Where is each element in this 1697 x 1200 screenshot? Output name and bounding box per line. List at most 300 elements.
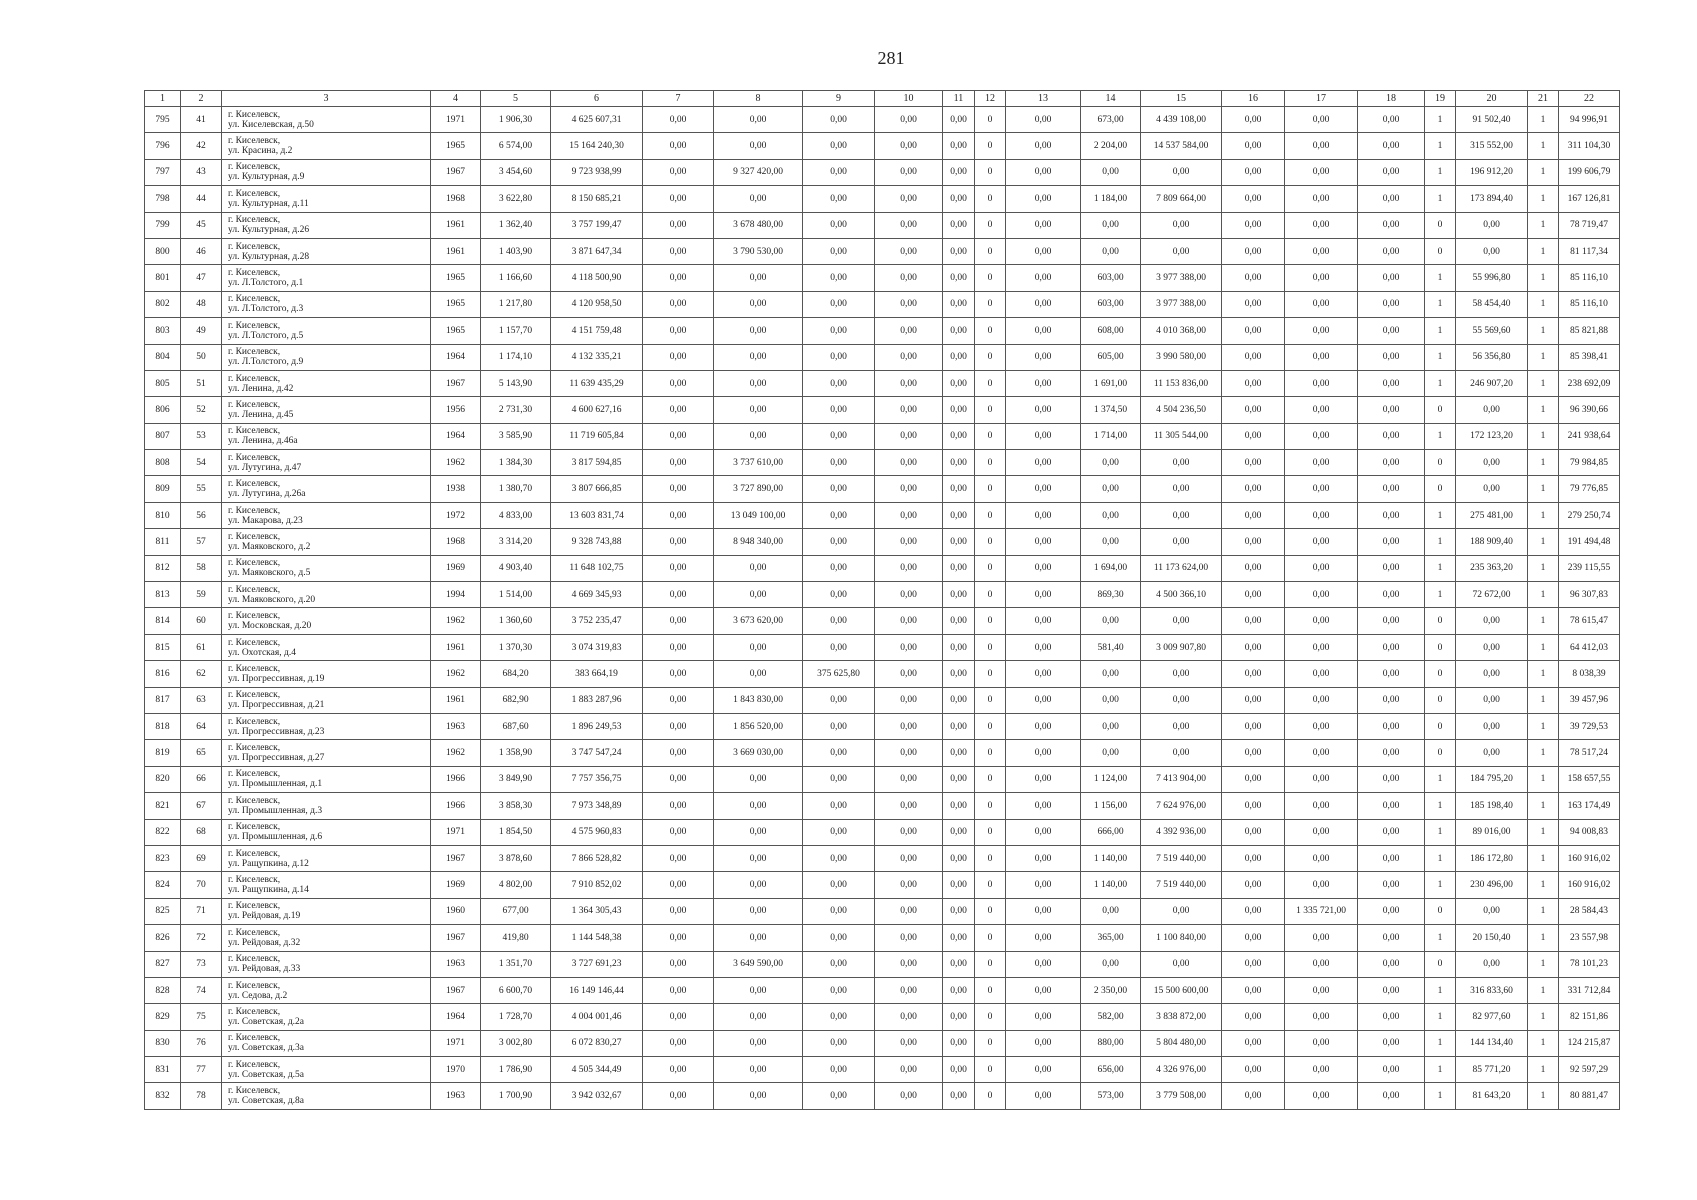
cell-col-22: 238 692,09 (1559, 370, 1620, 396)
address-cell (222, 898, 431, 924)
cell-col-18: 0,00 (1358, 845, 1425, 871)
cell-col-22: 239 115,55 (1559, 555, 1620, 581)
row-number: 798 (145, 186, 181, 212)
cell-col-4: 1968 (431, 529, 481, 555)
cell-col-5: 1 370,30 (481, 634, 551, 660)
cell-col-19: 1 (1425, 502, 1456, 528)
cell-col-8: 0,00 (714, 819, 803, 845)
cell-col-18: 0,00 (1358, 1030, 1425, 1056)
cell-col-6: 3 807 666,85 (551, 476, 643, 502)
cell-col-11: 0,00 (943, 529, 975, 555)
cell-col-5: 684,20 (481, 661, 551, 687)
table-row (145, 872, 1620, 898)
row-subnumber: 76 (181, 1030, 222, 1056)
cell-col-5: 3 622,80 (481, 186, 551, 212)
cell-col-6: 15 164 240,30 (551, 133, 643, 159)
cell-col-11: 0,00 (943, 450, 975, 476)
cell-col-7: 0,00 (643, 793, 714, 819)
cell-col-16: 0,00 (1222, 370, 1285, 396)
cell-col-22: 82 151,86 (1559, 1004, 1620, 1030)
cell-col-15: 11 305 544,00 (1141, 423, 1222, 449)
cell-col-18: 0,00 (1358, 502, 1425, 528)
address-street: ул. Советская, д.2а (228, 1016, 305, 1027)
cell-col-19: 0 (1425, 397, 1456, 423)
cell-col-12: 0 (975, 582, 1006, 608)
row-subnumber: 52 (181, 397, 222, 423)
cell-col-13: 0,00 (1006, 318, 1081, 344)
cell-col-16: 0,00 (1222, 977, 1285, 1003)
address-city: г. Киселевск, (228, 1086, 281, 1097)
cell-col-13: 0,00 (1006, 502, 1081, 528)
table-row (145, 450, 1620, 476)
cell-col-10: 0,00 (875, 423, 943, 449)
cell-col-13: 0,00 (1006, 1083, 1081, 1109)
address-city: г. Киселевск, (228, 479, 281, 490)
cell-col-18: 0,00 (1358, 766, 1425, 792)
cell-col-15: 15 500 600,00 (1141, 977, 1222, 1003)
column-header-10: 10 (875, 91, 943, 107)
cell-col-4: 1960 (431, 898, 481, 924)
cell-col-5: 3 858,30 (481, 793, 551, 819)
cell-col-22: 160 916,02 (1559, 845, 1620, 871)
row-subnumber: 42 (181, 133, 222, 159)
row-number: 819 (145, 740, 181, 766)
cell-col-17: 0,00 (1285, 159, 1358, 185)
cell-col-10: 0,00 (875, 555, 943, 581)
cell-col-11: 0,00 (943, 740, 975, 766)
cell-col-9: 0,00 (803, 318, 875, 344)
cell-col-16: 0,00 (1222, 265, 1285, 291)
cell-col-10: 0,00 (875, 793, 943, 819)
cell-col-18: 0,00 (1358, 423, 1425, 449)
cell-col-6: 3 871 647,34 (551, 238, 643, 264)
cell-col-18: 0,00 (1358, 397, 1425, 423)
housing-register-table (144, 90, 1620, 1110)
cell-col-14: 0,00 (1081, 687, 1141, 713)
cell-col-7: 0,00 (643, 977, 714, 1003)
cell-col-21: 1 (1528, 872, 1559, 898)
row-number: 812 (145, 555, 181, 581)
address-city: г. Киселевск, (228, 1033, 281, 1044)
cell-col-16: 0,00 (1222, 740, 1285, 766)
address-city: г. Киселевск, (228, 927, 281, 938)
cell-col-7: 0,00 (643, 1004, 714, 1030)
cell-col-10: 0,00 (875, 529, 943, 555)
cell-col-17: 0,00 (1285, 1083, 1358, 1109)
cell-col-14: 0,00 (1081, 898, 1141, 924)
cell-col-16: 0,00 (1222, 661, 1285, 687)
address-city: г. Киселевск, (228, 611, 281, 622)
cell-col-22: 80 881,47 (1559, 1083, 1620, 1109)
cell-col-14: 582,00 (1081, 1004, 1141, 1030)
cell-col-18: 0,00 (1358, 318, 1425, 344)
cell-col-16: 0,00 (1222, 1057, 1285, 1083)
cell-col-5: 1 514,00 (481, 582, 551, 608)
cell-col-13: 0,00 (1006, 450, 1081, 476)
cell-col-12: 0 (975, 370, 1006, 396)
row-number: 831 (145, 1057, 181, 1083)
address-street: ул. Ращупкина, д.14 (228, 885, 309, 896)
cell-col-16: 0,00 (1222, 687, 1285, 713)
row-number: 805 (145, 370, 181, 396)
table-row (145, 1057, 1620, 1083)
cell-col-14: 0,00 (1081, 238, 1141, 264)
cell-col-13: 0,00 (1006, 370, 1081, 396)
cell-col-7: 0,00 (643, 133, 714, 159)
cell-col-16: 0,00 (1222, 872, 1285, 898)
address-street: ул. Московская, д.20 (228, 621, 312, 632)
cell-col-20: 72 672,00 (1456, 582, 1528, 608)
cell-col-14: 1 140,00 (1081, 845, 1141, 871)
cell-col-7: 0,00 (643, 370, 714, 396)
table-row (145, 186, 1620, 212)
cell-col-10: 0,00 (875, 502, 943, 528)
address-cell (222, 476, 431, 502)
cell-col-17: 0,00 (1285, 502, 1358, 528)
cell-col-20: 58 454,40 (1456, 291, 1528, 317)
cell-col-19: 0 (1425, 212, 1456, 238)
cell-col-7: 0,00 (643, 265, 714, 291)
cell-col-19: 1 (1425, 925, 1456, 951)
cell-col-7: 0,00 (643, 713, 714, 739)
cell-col-22: 124 215,87 (1559, 1030, 1620, 1056)
address-street: ул. Л.Толстого, д.1 (228, 278, 304, 289)
cell-col-21: 1 (1528, 766, 1559, 792)
cell-col-13: 0,00 (1006, 819, 1081, 845)
cell-col-11: 0,00 (943, 344, 975, 370)
row-number: 807 (145, 423, 181, 449)
cell-col-19: 1 (1425, 423, 1456, 449)
cell-col-11: 0,00 (943, 951, 975, 977)
cell-col-13: 0,00 (1006, 238, 1081, 264)
cell-col-19: 0 (1425, 687, 1456, 713)
cell-col-14: 608,00 (1081, 318, 1141, 344)
cell-col-10: 0,00 (875, 898, 943, 924)
cell-col-4: 1972 (431, 502, 481, 528)
cell-col-17: 0,00 (1285, 1057, 1358, 1083)
row-number: 823 (145, 845, 181, 871)
cell-col-9: 375 625,80 (803, 661, 875, 687)
cell-col-13: 0,00 (1006, 186, 1081, 212)
cell-col-22: 279 250,74 (1559, 502, 1620, 528)
address-city: г. Киселевск, (228, 373, 281, 384)
cell-col-9: 0,00 (803, 133, 875, 159)
column-header-21: 21 (1528, 91, 1559, 107)
address-street: ул. Промышленная, д.6 (228, 832, 323, 843)
row-subnumber: 64 (181, 713, 222, 739)
cell-col-7: 0,00 (643, 687, 714, 713)
cell-col-5: 3 849,90 (481, 766, 551, 792)
row-number: 816 (145, 661, 181, 687)
cell-col-17: 0,00 (1285, 687, 1358, 713)
cell-col-15: 11 173 624,00 (1141, 555, 1222, 581)
cell-col-17: 0,00 (1285, 713, 1358, 739)
cell-col-19: 1 (1425, 370, 1456, 396)
table-row (145, 344, 1620, 370)
cell-col-22: 191 494,48 (1559, 529, 1620, 555)
row-subnumber: 47 (181, 265, 222, 291)
cell-col-13: 0,00 (1006, 766, 1081, 792)
address-cell (222, 1004, 431, 1030)
cell-col-20: 172 123,20 (1456, 423, 1528, 449)
cell-col-16: 0,00 (1222, 898, 1285, 924)
cell-col-8: 0,00 (714, 872, 803, 898)
address-street: ул. Седова, д.2 (228, 990, 288, 1001)
cell-col-11: 0,00 (943, 819, 975, 845)
address-city: г. Киселевск, (228, 162, 281, 173)
cell-col-8: 3 678 480,00 (714, 212, 803, 238)
cell-col-21: 1 (1528, 265, 1559, 291)
cell-col-22: 28 584,43 (1559, 898, 1620, 924)
cell-col-21: 1 (1528, 634, 1559, 660)
cell-col-6: 3 727 691,23 (551, 951, 643, 977)
cell-col-9: 0,00 (803, 1057, 875, 1083)
cell-col-17: 0,00 (1285, 661, 1358, 687)
cell-col-6: 13 603 831,74 (551, 502, 643, 528)
cell-col-14: 0,00 (1081, 661, 1141, 687)
cell-col-7: 0,00 (643, 951, 714, 977)
cell-col-13: 0,00 (1006, 159, 1081, 185)
cell-col-8: 3 649 590,00 (714, 951, 803, 977)
cell-col-19: 0 (1425, 608, 1456, 634)
address-cell (222, 212, 431, 238)
cell-col-5: 3 454,60 (481, 159, 551, 185)
column-header-18: 18 (1358, 91, 1425, 107)
row-subnumber: 57 (181, 529, 222, 555)
address-cell (222, 1083, 431, 1109)
cell-col-18: 0,00 (1358, 265, 1425, 291)
row-number: 810 (145, 502, 181, 528)
cell-col-8: 0,00 (714, 344, 803, 370)
address-cell (222, 977, 431, 1003)
table-row (145, 608, 1620, 634)
cell-col-4: 1971 (431, 819, 481, 845)
cell-col-21: 1 (1528, 423, 1559, 449)
address-cell (222, 133, 431, 159)
cell-col-11: 0,00 (943, 318, 975, 344)
cell-col-6: 9 723 938,99 (551, 159, 643, 185)
cell-col-18: 0,00 (1358, 661, 1425, 687)
row-subnumber: 70 (181, 872, 222, 898)
cell-col-4: 1938 (431, 476, 481, 502)
cell-col-19: 1 (1425, 1057, 1456, 1083)
cell-col-5: 1 384,30 (481, 450, 551, 476)
cell-col-18: 0,00 (1358, 344, 1425, 370)
address-street: ул. Прогрессивная, д.23 (228, 726, 325, 737)
cell-col-20: 0,00 (1456, 740, 1528, 766)
cell-col-9: 0,00 (803, 476, 875, 502)
cell-col-12: 0 (975, 1030, 1006, 1056)
cell-col-15: 0,00 (1141, 450, 1222, 476)
cell-col-4: 1962 (431, 450, 481, 476)
cell-col-15: 4 392 936,00 (1141, 819, 1222, 845)
cell-col-15: 3 838 872,00 (1141, 1004, 1222, 1030)
cell-col-8: 0,00 (714, 582, 803, 608)
cell-col-8: 3 737 610,00 (714, 450, 803, 476)
cell-col-4: 1962 (431, 608, 481, 634)
row-subnumber: 65 (181, 740, 222, 766)
cell-col-12: 0 (975, 687, 1006, 713)
row-number: 830 (145, 1030, 181, 1056)
row-subnumber: 55 (181, 476, 222, 502)
cell-col-12: 0 (975, 476, 1006, 502)
row-number: 813 (145, 582, 181, 608)
cell-col-5: 1 728,70 (481, 1004, 551, 1030)
cell-col-15: 4 504 236,50 (1141, 397, 1222, 423)
cell-col-16: 0,00 (1222, 713, 1285, 739)
cell-col-21: 1 (1528, 951, 1559, 977)
address-city: г. Киселевск, (228, 531, 281, 542)
cell-col-6: 6 072 830,27 (551, 1030, 643, 1056)
cell-col-13: 0,00 (1006, 212, 1081, 238)
cell-col-15: 0,00 (1141, 529, 1222, 555)
cell-col-4: 1965 (431, 133, 481, 159)
cell-col-16: 0,00 (1222, 344, 1285, 370)
row-number: 802 (145, 291, 181, 317)
cell-col-19: 1 (1425, 344, 1456, 370)
cell-col-4: 1967 (431, 370, 481, 396)
cell-col-18: 0,00 (1358, 212, 1425, 238)
address-city: г. Киселевск, (228, 822, 281, 833)
row-number: 800 (145, 238, 181, 264)
cell-col-9: 0,00 (803, 925, 875, 951)
cell-col-22: 199 606,79 (1559, 159, 1620, 185)
cell-col-10: 0,00 (875, 661, 943, 687)
cell-col-10: 0,00 (875, 1004, 943, 1030)
cell-col-17: 0,00 (1285, 766, 1358, 792)
cell-col-10: 0,00 (875, 766, 943, 792)
table-row (145, 740, 1620, 766)
address-city: г. Киселевск, (228, 188, 281, 199)
cell-col-21: 1 (1528, 1004, 1559, 1030)
cell-col-21: 1 (1528, 977, 1559, 1003)
cell-col-20: 0,00 (1456, 397, 1528, 423)
address-street: ул. Советская, д.8а (228, 1096, 305, 1107)
cell-col-17: 0,00 (1285, 793, 1358, 819)
cell-col-14: 1 691,00 (1081, 370, 1141, 396)
row-number: 815 (145, 634, 181, 660)
cell-col-21: 1 (1528, 661, 1559, 687)
cell-col-8: 9 327 420,00 (714, 159, 803, 185)
cell-col-10: 0,00 (875, 212, 943, 238)
cell-col-14: 0,00 (1081, 476, 1141, 502)
address-street: ул. Прогрессивная, д.27 (228, 753, 325, 764)
cell-col-8: 0,00 (714, 370, 803, 396)
cell-col-4: 1956 (431, 397, 481, 423)
row-subnumber: 69 (181, 845, 222, 871)
cell-col-6: 4 120 958,50 (551, 291, 643, 317)
cell-col-10: 0,00 (875, 1030, 943, 1056)
row-number: 796 (145, 133, 181, 159)
table-row (145, 819, 1620, 845)
address-cell (222, 555, 431, 581)
cell-col-15: 3 977 388,00 (1141, 291, 1222, 317)
cell-col-19: 0 (1425, 476, 1456, 502)
cell-col-10: 0,00 (875, 925, 943, 951)
cell-col-18: 0,00 (1358, 582, 1425, 608)
cell-col-20: 91 502,40 (1456, 107, 1528, 133)
address-street: ул. Красина, д.2 (228, 146, 293, 157)
table-row (145, 1004, 1620, 1030)
cell-col-6: 4 132 335,21 (551, 344, 643, 370)
address-city: г. Киселевск, (228, 1006, 281, 1017)
cell-col-13: 0,00 (1006, 397, 1081, 423)
cell-col-6: 383 664,19 (551, 661, 643, 687)
address-city: г. Киселевск, (228, 769, 281, 780)
cell-col-14: 0,00 (1081, 951, 1141, 977)
row-number: 826 (145, 925, 181, 951)
cell-col-22: 163 174,49 (1559, 793, 1620, 819)
column-header-8: 8 (714, 91, 803, 107)
cell-col-15: 0,00 (1141, 608, 1222, 634)
cell-col-7: 0,00 (643, 238, 714, 264)
cell-col-6: 1 364 305,43 (551, 898, 643, 924)
cell-col-5: 1 380,70 (481, 476, 551, 502)
cell-col-11: 0,00 (943, 186, 975, 212)
cell-col-5: 1 360,60 (481, 608, 551, 634)
address-city: г. Киселевск, (228, 584, 281, 595)
cell-col-21: 1 (1528, 107, 1559, 133)
cell-col-12: 0 (975, 423, 1006, 449)
cell-col-14: 603,00 (1081, 291, 1141, 317)
cell-col-18: 0,00 (1358, 238, 1425, 264)
cell-col-4: 1966 (431, 793, 481, 819)
cell-col-16: 0,00 (1222, 529, 1285, 555)
cell-col-17: 0,00 (1285, 318, 1358, 344)
cell-col-7: 0,00 (643, 397, 714, 423)
cell-col-17: 0,00 (1285, 1030, 1358, 1056)
cell-col-16: 0,00 (1222, 766, 1285, 792)
cell-col-14: 603,00 (1081, 265, 1141, 291)
cell-col-4: 1964 (431, 344, 481, 370)
cell-col-5: 1 906,30 (481, 107, 551, 133)
cell-col-4: 1971 (431, 1030, 481, 1056)
row-number: 809 (145, 476, 181, 502)
cell-col-7: 0,00 (643, 925, 714, 951)
cell-col-8: 0,00 (714, 845, 803, 871)
address-city: г. Киселевск, (228, 426, 281, 437)
cell-col-12: 0 (975, 291, 1006, 317)
cell-col-6: 4 625 607,31 (551, 107, 643, 133)
cell-col-11: 0,00 (943, 159, 975, 185)
cell-col-12: 0 (975, 344, 1006, 370)
address-street: ул. Киселевская, д.50 (228, 119, 314, 130)
cell-col-19: 0 (1425, 713, 1456, 739)
cell-col-21: 1 (1528, 713, 1559, 739)
cell-col-16: 0,00 (1222, 845, 1285, 871)
row-number: 803 (145, 318, 181, 344)
address-street: ул. Лутугина, д.47 (228, 462, 302, 473)
cell-col-10: 0,00 (875, 582, 943, 608)
cell-col-5: 682,90 (481, 687, 551, 713)
cell-col-8: 0,00 (714, 898, 803, 924)
cell-col-10: 0,00 (875, 713, 943, 739)
cell-col-17: 0,00 (1285, 872, 1358, 898)
address-street: ул. Ращупкина, д.12 (228, 858, 309, 869)
cell-col-12: 0 (975, 529, 1006, 555)
row-number: 795 (145, 107, 181, 133)
cell-col-14: 869,30 (1081, 582, 1141, 608)
table-row (145, 977, 1620, 1003)
cell-col-6: 4 004 001,46 (551, 1004, 643, 1030)
address-cell (222, 397, 431, 423)
cell-col-22: 94 008,83 (1559, 819, 1620, 845)
cell-col-10: 0,00 (875, 476, 943, 502)
cell-col-22: 64 412,03 (1559, 634, 1620, 660)
cell-col-7: 0,00 (643, 555, 714, 581)
cell-col-8: 3 673 620,00 (714, 608, 803, 634)
cell-col-13: 0,00 (1006, 555, 1081, 581)
